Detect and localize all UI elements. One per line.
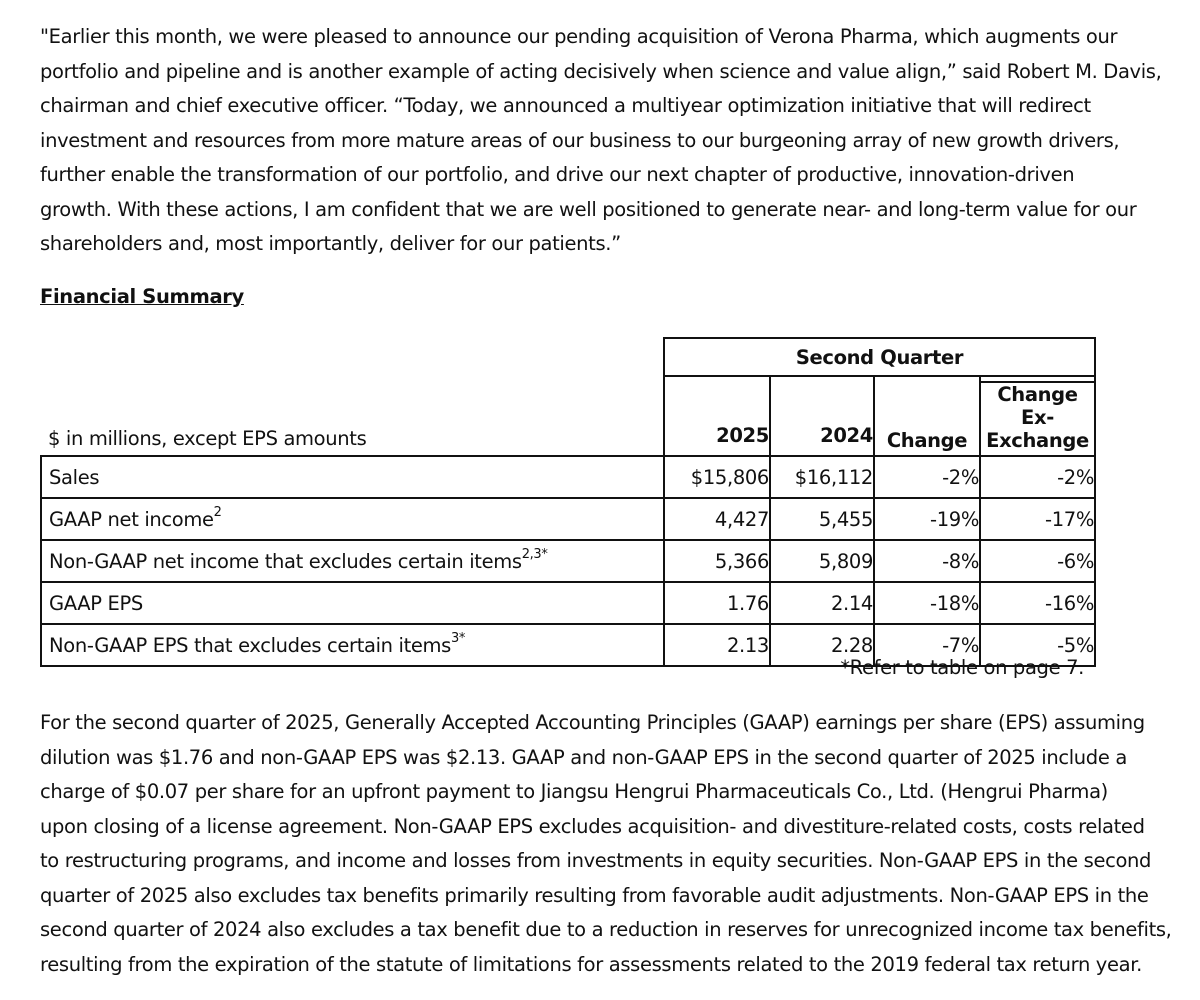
text-line: growth. With these actions, I am confident that we are well positioned to generate near- and long-term value for our [40, 197, 1137, 221]
chx-line-2: Exchange [986, 429, 1089, 452]
text-line: second quarter of 2024 also excludes a tax benefit due to a reduction in reserves for unrecognized income tax benefits, [40, 918, 1172, 941]
eps-summary-paragraph [40, 706, 1172, 982]
cell-2024: 2.28 [770, 624, 874, 666]
footnote-marker: 3* [450, 631, 466, 646]
cell-2025: 2.13 [664, 624, 770, 666]
table-row [41, 582, 1095, 624]
row-label: GAAP EPS [49, 591, 143, 615]
intro-quote-paragraph [40, 20, 1162, 262]
cell-2024: 5,455 [770, 498, 874, 540]
cell-2025: $15,806 [664, 456, 770, 498]
cell-change: -7% [874, 624, 980, 666]
row-label: GAAP net income [49, 507, 214, 531]
text-line: resulting from the expiration of the statute of limitations for assessments related to the 2019 federal tax return year. [40, 952, 1142, 976]
cell-2024: $16,112 [770, 456, 874, 498]
cell-2024: 2.14 [770, 582, 874, 624]
units-label: $ in millions, except EPS amounts [41, 376, 664, 456]
chx-line-1: Change Ex- [981, 381, 1094, 429]
text-line: shareholders and, most importantly, deliver for our patients.” [40, 232, 621, 255]
footnote-marker: 2,3* [521, 547, 548, 562]
row-label: Sales [49, 465, 100, 489]
table-column-header-row [41, 376, 1095, 456]
cell-change: -19% [874, 498, 980, 540]
cell-change-ex-exchange: -16% [980, 582, 1095, 624]
cell-2025: 1.76 [664, 582, 770, 624]
cell-change-ex-exchange: -17% [980, 498, 1095, 540]
table-row [41, 456, 1095, 498]
text-line: upon closing of a license agreement. Non-GAAP EPS excludes acquisition- and divestiture-related costs, costs related [40, 814, 1145, 838]
column-header-2024: 2024 [770, 376, 874, 456]
column-header-change: Change [874, 376, 980, 456]
text-line: investment and resources from more mature areas of our business to our burgeoning array of new growth drivers, [40, 128, 1120, 152]
column-header-2025: 2025 [664, 376, 770, 456]
period-header: Second Quarter [664, 338, 1095, 376]
table-row [41, 540, 1095, 582]
cell-change-ex-exchange: -5% [980, 624, 1095, 666]
text-line: portfolio and pipeline and is another example of acting decisively when science and value align,” said Robert M. Davis, [40, 59, 1162, 83]
cell-change-ex-exchange: -2% [980, 456, 1095, 498]
cell-change: -18% [874, 582, 980, 624]
cell-change: -8% [874, 540, 980, 582]
table-footnote: *Refer to table on page 7. [840, 656, 1084, 679]
table-row [41, 498, 1095, 540]
cell-change-ex-exchange: -6% [980, 540, 1095, 582]
text-line: charge of $0.07 per share for an upfront payment to Jiangsu Hengrui Pharmaceuticals Co., Ltd. (Hengrui Pharma) [40, 780, 1108, 803]
financial-summary-table [40, 337, 1096, 667]
table-header-row [41, 338, 1095, 376]
financial-summary-heading: Financial Summary [40, 285, 244, 308]
cell-2024: 5,809 [770, 540, 874, 582]
text-line: "Earlier this month, we were pleased to announce our pending acquisition of Verona Pharma, which augments our [40, 25, 1118, 48]
row-label: Non-GAAP EPS that excludes certain items [49, 633, 451, 657]
text-line: chairman and chief executive officer. “Today, we announced a multiyear optimization initiative that will redirect [40, 94, 1091, 117]
row-label: Non-GAAP net income that excludes certain items [49, 549, 522, 573]
text-line: further enable the transformation of our portfolio, and drive our next chapter of productive, innovation-driven [40, 163, 1075, 186]
text-line: dilution was $1.76 and non-GAAP EPS was $2.13. GAAP and non-GAAP EPS in the second quarter of 2025 include a [40, 745, 1127, 769]
text-line: For the second quarter of 2025, Generally Accepted Accounting Principles (GAAP) earnings per share (EPS) assuming [40, 711, 1145, 734]
cell-change: -2% [874, 456, 980, 498]
text-line: to restructuring programs, and income and losses from investments in equity securities. Non-GAAP EPS in the second [40, 849, 1152, 872]
footnote-marker: 2 [213, 505, 222, 520]
text-line: quarter of 2025 also excludes tax benefits primarily resulting from favorable audit adjustments. Non-GAAP EPS in the [40, 883, 1149, 907]
column-header-change-ex-exchange [980, 376, 1095, 456]
cell-2025: 5,366 [664, 540, 770, 582]
cell-2025: 4,427 [664, 498, 770, 540]
